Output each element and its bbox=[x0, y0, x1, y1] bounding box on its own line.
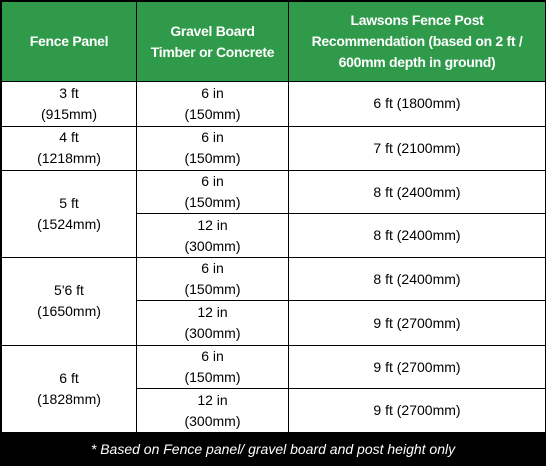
board-cell: 6 in (150mm) bbox=[137, 345, 289, 388]
board-cell: 12 in (300mm) bbox=[137, 389, 289, 433]
panel-cell: 3 ft (915mm) bbox=[2, 82, 137, 127]
table-row bbox=[2, 345, 546, 388]
board-cell: 6 in (150mm) bbox=[137, 82, 289, 127]
table-row bbox=[2, 257, 546, 300]
table-header-row bbox=[2, 2, 546, 82]
post-cell: 8 ft (2400mm) bbox=[289, 257, 546, 300]
table-row bbox=[2, 82, 546, 127]
post-cell: 9 ft (2700mm) bbox=[289, 301, 546, 346]
post-cell: 7 ft (2100mm) bbox=[289, 126, 546, 171]
board-cell: 6 in (150mm) bbox=[137, 171, 289, 214]
panel-cell: 5 ft (1524mm) bbox=[2, 171, 137, 258]
header-post-recommendation: Lawsons Fence Post Recommendation (based on 2 ft / 600mm depth in ground) bbox=[289, 2, 546, 82]
post-cell: 8 ft (2400mm) bbox=[289, 171, 546, 214]
board-cell: 12 in (300mm) bbox=[137, 214, 289, 257]
board-cell: 12 in (300mm) bbox=[137, 301, 289, 346]
fence-post-table bbox=[1, 1, 546, 433]
post-cell: 6 ft (1800mm) bbox=[289, 82, 546, 127]
table-row bbox=[2, 126, 546, 171]
board-cell: 6 in (150mm) bbox=[137, 257, 289, 300]
panel-cell: 4 ft (1218mm) bbox=[2, 126, 137, 171]
header-gravel-board: Gravel Board Timber or Concrete bbox=[137, 2, 289, 82]
post-cell: 8 ft (2400mm) bbox=[289, 214, 546, 257]
board-cell: 6 in (150mm) bbox=[137, 126, 289, 171]
table-row bbox=[2, 171, 546, 214]
panel-cell: 6 ft (1828mm) bbox=[2, 345, 137, 432]
header-fence-panel: Fence Panel bbox=[2, 2, 137, 82]
footnote: * Based on Fence panel/ gravel board and post height only bbox=[90, 441, 456, 457]
post-cell: 9 ft (2700mm) bbox=[289, 389, 546, 433]
panel-cell: 5'6 ft (1650mm) bbox=[2, 257, 137, 345]
post-cell: 9 ft (2700mm) bbox=[289, 345, 546, 388]
